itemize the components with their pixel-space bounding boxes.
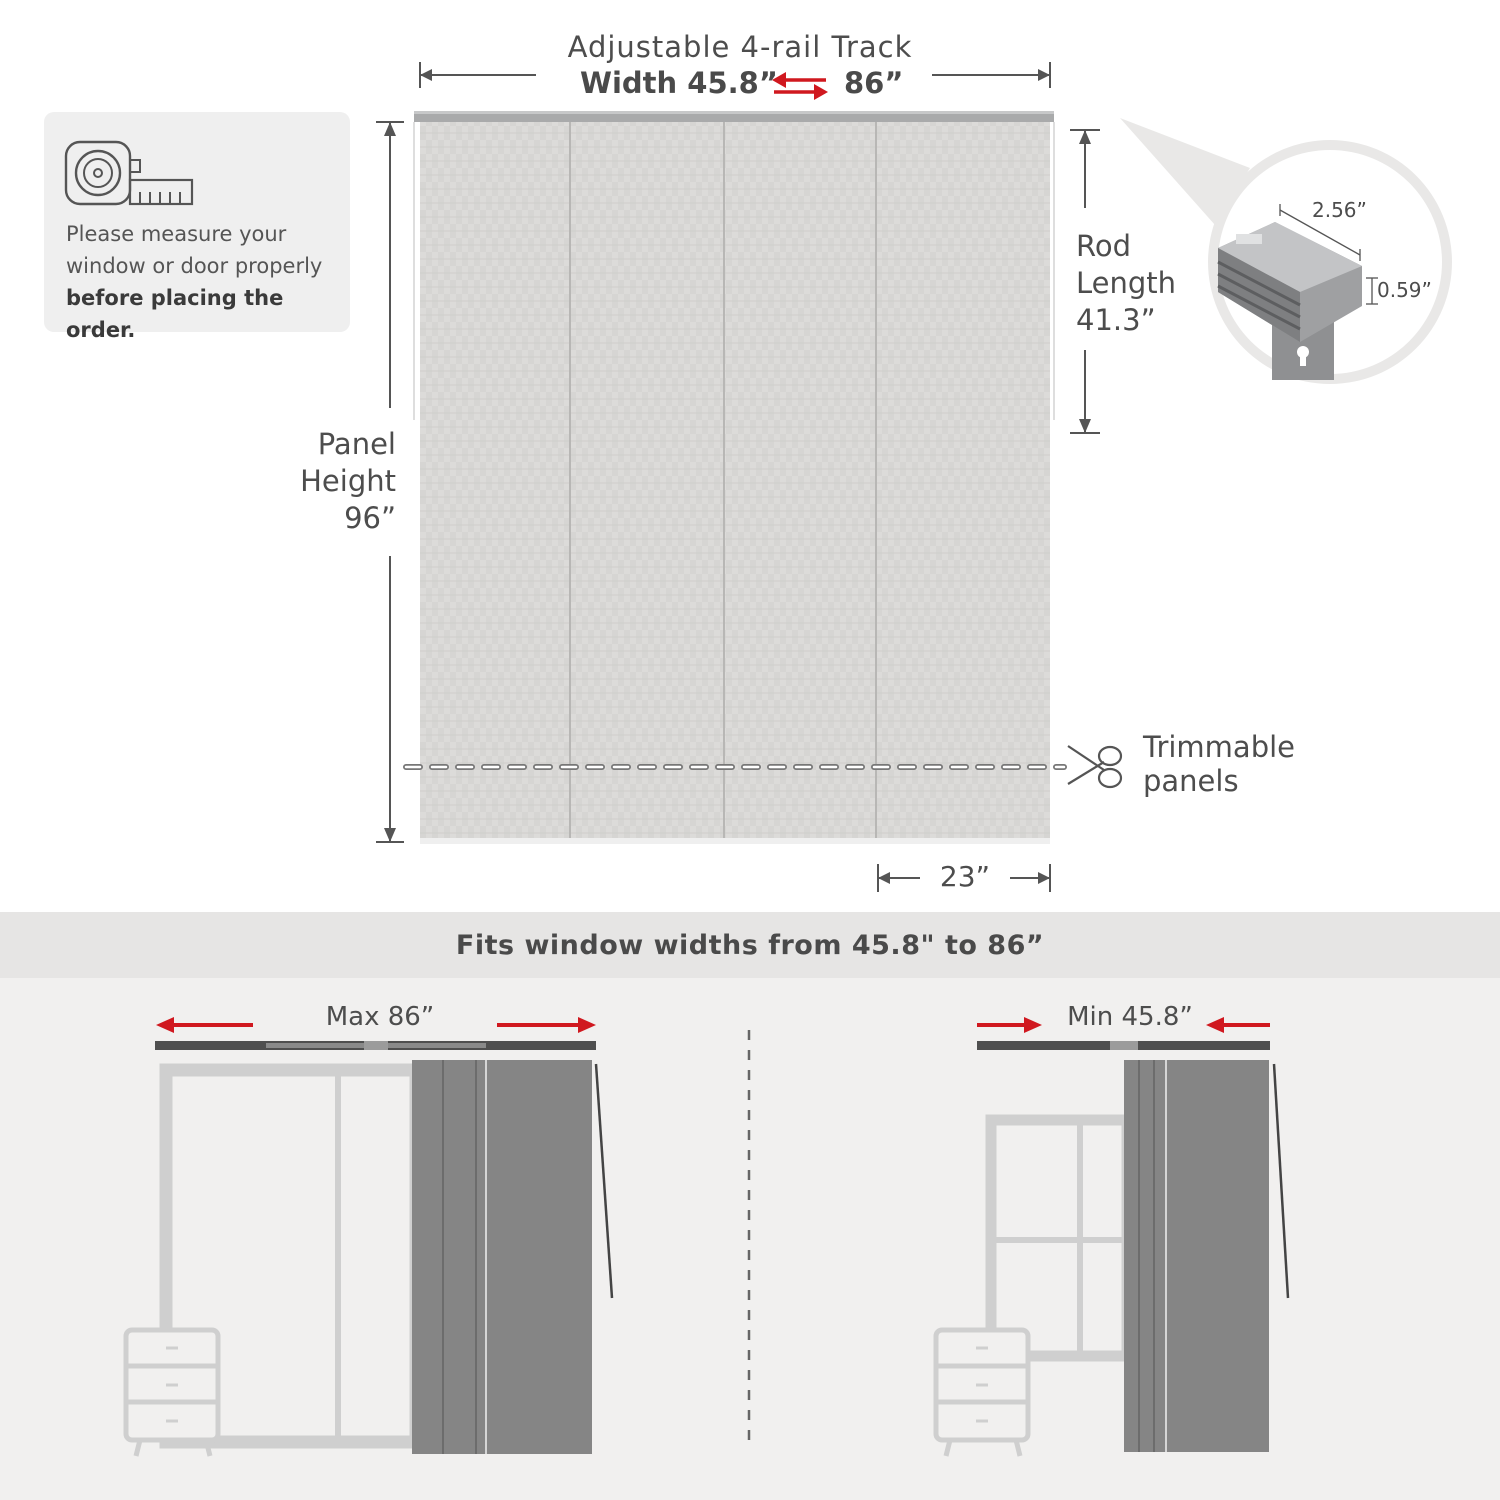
panel-width-label: 23” [939,860,991,893]
panel-label-3: 96” [344,501,396,535]
adjust-arrow-icon [772,72,828,100]
panel-label-2: Height [300,464,396,498]
note-line-2: window or door properly [66,254,323,278]
max-scenario [126,1017,612,1456]
fit-banner-title: Fits window widths from 45.8" to 86” [455,930,1045,961]
rod-length-label [1076,228,1176,339]
rail-height-label: 0.59” [1377,278,1432,302]
rod-label-1: Rod [1076,229,1131,263]
measure-note-text [66,218,346,346]
fabric-panels [414,122,1054,844]
trimmable-label [1143,730,1295,798]
width-max-label: 86” [844,66,904,100]
max-width-label: Max 86” [325,1002,435,1032]
panel-label-1: Panel [317,427,396,461]
min-width-label: Min 45.8” [1067,1002,1193,1032]
rod-label-2: Length [1076,266,1177,300]
track-title: Adjustable 4-rail Track [567,30,913,64]
fit-diagram [0,978,1500,1500]
width-min-label: Width 45.8” [580,66,778,100]
rail-width-label: 2.56” [1312,198,1367,222]
scissors-icon [1068,746,1121,787]
tape-measure-icon [64,140,198,210]
rod-label-3: 41.3” [1076,303,1156,337]
panel-height-label [280,426,396,537]
min-scenario [936,1017,1288,1456]
trim-label-1: Trimmable [1143,730,1296,764]
note-line-3-bold: before placing the order. [66,286,284,342]
note-line-3 [66,282,346,346]
note-line-1: Please measure your [66,222,287,246]
measure-note [44,112,350,342]
trim-label-2: panels [1143,764,1239,798]
